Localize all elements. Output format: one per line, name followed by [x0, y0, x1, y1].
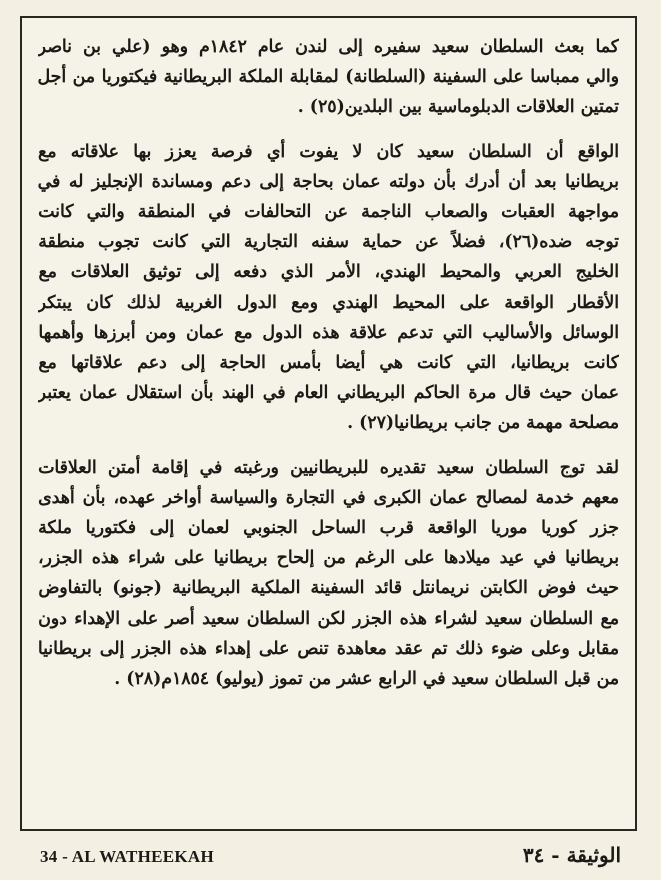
paragraph — [38, 137, 619, 439]
text-line: مع السلطان سعيد لشراء هذه الجزر لكن السلطان سعيد أصر على الإهداء دون — [38, 608, 619, 629]
text-line: توجه ضده(٢٦)، فضلاً عن حماية سفنه التجارية التي كانت تجوب منطقة — [38, 232, 619, 253]
text-line: كما بعث السلطان سعيد سفيره إلى لندن عام ١٨٤٢م وهو (علي بن ناصر — [38, 37, 619, 57]
text-line: بريطانيا بعد أن أدرك بأن دولته عمان بحاجة إلى دعم ومساندة الإنجليز له في — [38, 171, 619, 192]
text-line: والي ممباسا على السفينة (السلطانة) لمقابلة الملكة البريطانية فيكتوريا من أجل — [38, 67, 619, 88]
text-line: الوسائل والأساليب التي تدعم علاقة هذه الدول مع عمان ومن أبرزها وأهمها — [38, 322, 619, 343]
text-line: مصلحة مهمة من جانب بريطانيا(٢٧) . — [347, 413, 619, 434]
text-line: عمان حيث قال مرة الحاكم البريطاني العام في الهند بأن استقلال عمان يعتبر — [38, 383, 619, 404]
text-line: الواقع أن السلطان سعيد كان لا يفوت أي فرصة يعزز بها علاقاته مع — [38, 141, 619, 162]
text-line: كانت بريطانيا، التي كانت هي أيضا بأمس الحاجة إلى دعم علاقاتها مع — [38, 353, 619, 374]
text-line: مقابل وعلى ضوء ذلك تم عقد معاهدة تنص على إهداء هذه الجزر إلى بريطانيا — [38, 638, 619, 659]
text-frame — [20, 16, 637, 831]
text-line: الأقطار الواقعة على المحيط الهندي ومع الدول الغربية لذلك كان يبتكر — [38, 292, 619, 313]
text-line: مواجهة العقبات والصعاب الناجمة عن التحالفات في المنطقة والتي كانت — [38, 202, 619, 223]
page-footer — [0, 845, 661, 875]
footer-page-label-latin: 34 - AL WATHEEKAH — [40, 847, 215, 866]
text-line: لقد توج السلطان سعيد تقديره للبريطانيين ورغبته في إقامة أمتن العلاقات — [38, 457, 619, 478]
text-line: بريطانيا في عيد ميلادها على الرغم من إلحاح بريطانيا على شراء هذه الجزر، — [38, 548, 619, 569]
text-line: الخليج العربي والمحيط الهندي، الأمر الذي دفعه إلى توثيق العلاقات مع — [38, 262, 619, 283]
paragraph — [38, 32, 619, 123]
text-line: تمتين العلاقات الدبلوماسية بين البلدين(٢٥) . — [297, 97, 619, 118]
text-line: معهم خدمة لمصالح عمان الكبرى في التجارة والسياسة أواخر عهده، بأن أهدى — [38, 487, 619, 508]
text-line: جزر كوريا موريا الواقعة قرب الساحل الجنوبي لعمان إلى فكتوريا ملكة — [38, 518, 619, 539]
text-line: حيث فوض الكابتن نريمانتل قائد السفينة الملكية البريطانية (جونو) بالتفاوض — [38, 578, 619, 599]
article-body — [38, 32, 619, 694]
text-line: من قبل السلطان سعيد في الرابع عشر من تموز (يوليو) ١٨٥٤م(٢٨) . — [114, 669, 619, 690]
paragraph — [38, 453, 619, 695]
footer-page-label-arabic: الوثيقة - ٣٤ — [522, 843, 621, 867]
